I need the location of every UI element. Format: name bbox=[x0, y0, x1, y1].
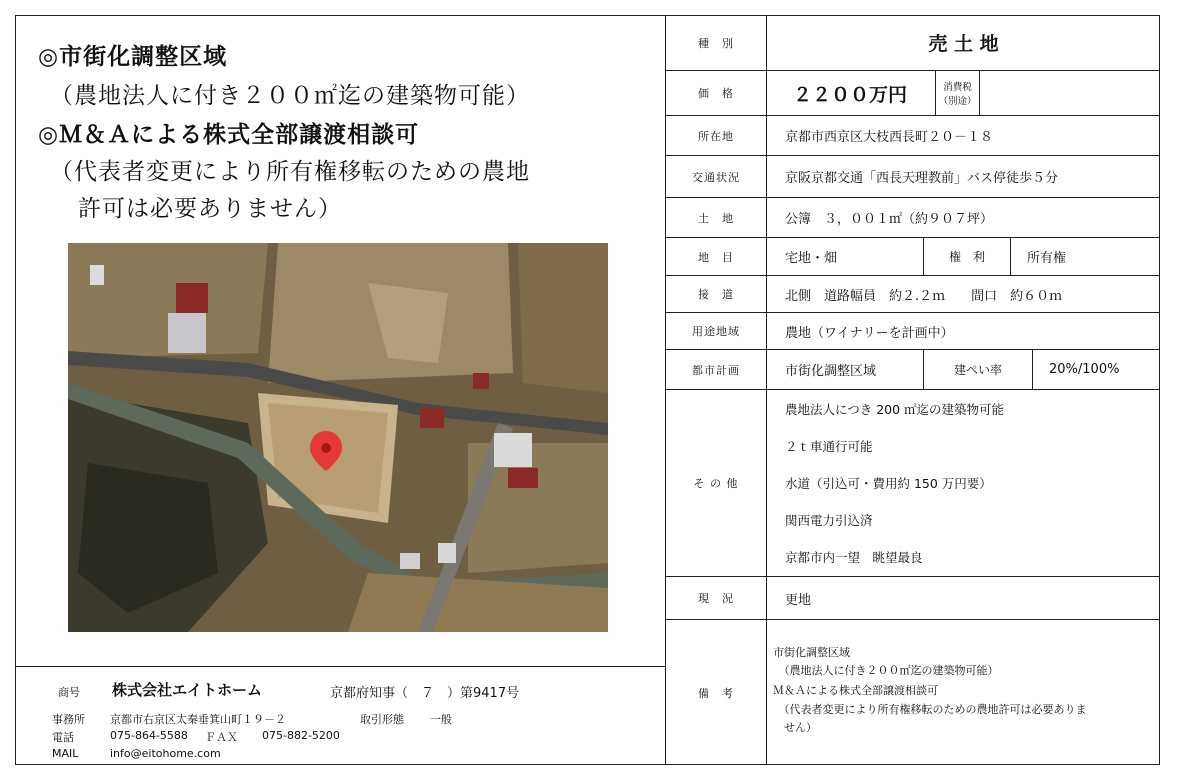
row-city-plan bbox=[665, 349, 1160, 389]
row-type bbox=[665, 15, 1160, 70]
property-table bbox=[665, 15, 1160, 765]
row-location bbox=[665, 115, 1160, 155]
deal-type-label: 取引形態 bbox=[360, 713, 404, 726]
row-price bbox=[665, 70, 1160, 115]
zoning-value: 農地（ワイナリーを計画中） bbox=[785, 325, 954, 341]
location-value: 京都市西京区大枝西長町２０－１８ bbox=[785, 130, 994, 145]
remarks-line: Ｍ＆Ａによる株式全部譲渡相談可 bbox=[773, 684, 938, 697]
headline-zoning: ◎市街化調整区域 bbox=[38, 44, 228, 70]
row-other bbox=[665, 389, 1160, 576]
mail-address: info@eitohome.com bbox=[110, 747, 221, 760]
status-value: 更地 bbox=[785, 592, 812, 608]
office-address: 京都市右京区太秦垂箕山町１９－２ bbox=[110, 713, 286, 726]
other-item: 水道（引込可・費用約 150 万円要） bbox=[785, 476, 992, 491]
row-zoning bbox=[665, 312, 1160, 349]
city-plan-value: 市街化調整区域 bbox=[785, 364, 877, 379]
company-name: 株式会社エイトホーム bbox=[112, 681, 263, 699]
tel-number: 075-864-5588 bbox=[110, 729, 188, 742]
row-transport bbox=[665, 155, 1160, 197]
remarks-line: （農地法人に付き２００㎡迄の建築物可能） bbox=[773, 664, 999, 677]
transport-label: 交通状況 bbox=[665, 156, 767, 197]
row-land bbox=[665, 197, 1160, 237]
footer-divider bbox=[15, 666, 666, 667]
remarks-label: 備 考 bbox=[665, 620, 767, 765]
remarks-line: せん） bbox=[773, 721, 817, 734]
headline-ma: ◎Ｍ＆Ａによる株式全部譲渡相談可 bbox=[38, 122, 420, 148]
land-label: 土 地 bbox=[665, 198, 767, 237]
price-label: 価 格 bbox=[665, 71, 767, 115]
other-item: 関西電力引込済 bbox=[785, 513, 873, 528]
headline-ma-note: （代表者変更により所有権移転のための農地 bbox=[50, 159, 530, 185]
price-value: ２２００万円 bbox=[793, 83, 908, 106]
category-label: 地 目 bbox=[665, 238, 767, 275]
road-label: 接 道 bbox=[665, 276, 767, 312]
rights-value: 所有権 bbox=[1027, 251, 1067, 266]
tax-label: 消費税 bbox=[943, 82, 972, 93]
other-label: そ の 他 bbox=[665, 390, 767, 576]
fax-label: ＦＡＸ bbox=[205, 731, 238, 744]
trade-label: 商号 bbox=[58, 686, 80, 699]
other-item: ２ｔ車通行可能 bbox=[785, 439, 873, 454]
ratio-label: 建ぺい率 bbox=[923, 350, 1033, 389]
headline-ma-note-2: 許可は必要ありません） bbox=[78, 196, 342, 222]
license-number: 京都府知事（ ７ ）第9417号 bbox=[330, 686, 520, 701]
tel-label: 電話 bbox=[52, 731, 74, 744]
status-label: 現 況 bbox=[665, 577, 767, 619]
land-value: 公簿 ３，００１㎡（約９０７坪） bbox=[785, 212, 994, 227]
ratio-value: 20%/100% bbox=[1049, 362, 1120, 377]
office-label: 事務所 bbox=[52, 713, 85, 726]
rights-label: 権 利 bbox=[923, 238, 1011, 275]
category-value: 宅地・畑 bbox=[785, 251, 838, 266]
deal-type-value: 一般 bbox=[430, 713, 452, 726]
type-label: 種 別 bbox=[665, 15, 767, 70]
road-value: 北側 道路幅員 約２.２ｍ 間口 約６０ｍ bbox=[785, 288, 1063, 304]
remarks-line: （代表者変更により所有権移転のための農地許可は必要ありま bbox=[773, 703, 1087, 716]
city-plan-label: 都市計画 bbox=[665, 350, 767, 389]
row-status bbox=[665, 576, 1160, 619]
type-value: 売 土 地 bbox=[928, 33, 999, 55]
row-road bbox=[665, 275, 1160, 312]
row-category bbox=[665, 237, 1160, 275]
remarks-line: 市街化調整区域 bbox=[773, 646, 850, 659]
fax-number: 075-882-5200 bbox=[262, 729, 340, 742]
tax-note bbox=[935, 71, 980, 115]
row-remarks bbox=[665, 619, 1160, 765]
transport-value: 京阪京都交通「西長天理教前」バス停徒歩５分 bbox=[785, 171, 1059, 186]
other-item: 京都市内一望 眺望最良 bbox=[785, 550, 923, 565]
other-item: 農地法人につき 200 ㎡迄の建築物可能 bbox=[785, 402, 1005, 417]
zoning-label: 用途地域 bbox=[665, 313, 767, 349]
aerial-photo bbox=[68, 243, 608, 632]
headline-zoning-note: （農地法人に付き２００㎡迄の建築物可能） bbox=[50, 83, 530, 109]
mail-label: MAIL bbox=[52, 747, 79, 760]
location-label: 所在地 bbox=[665, 116, 767, 155]
tax-separate: （別途） bbox=[938, 96, 977, 107]
